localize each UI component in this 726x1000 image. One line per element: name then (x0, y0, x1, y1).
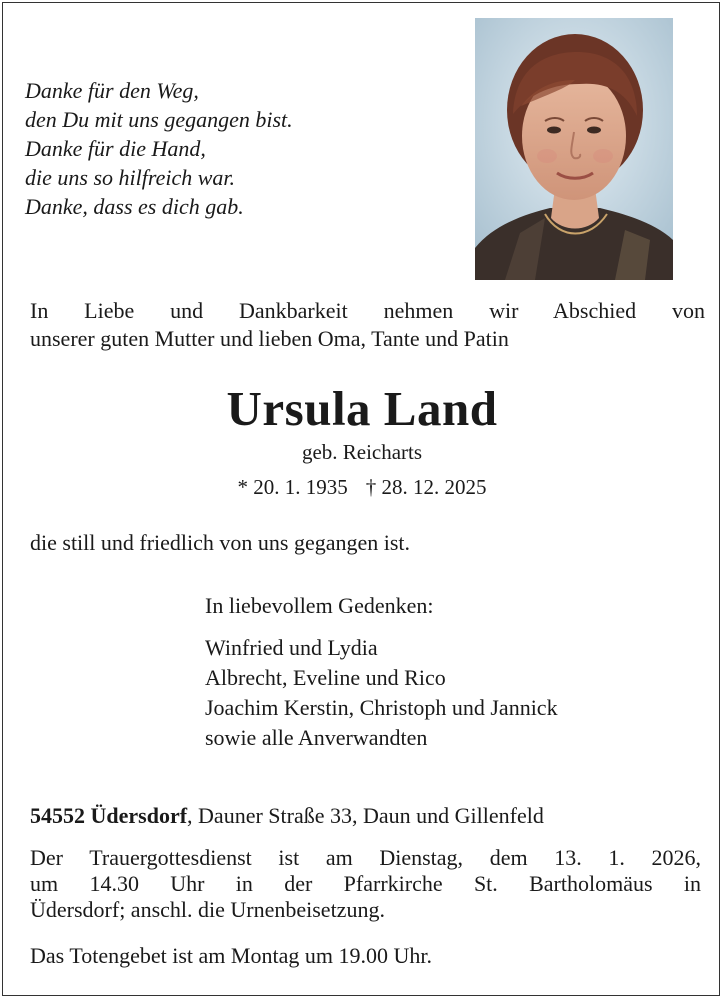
service-line: Üdersdorf; anschl. die Urnenbeisetzung. (30, 897, 385, 922)
poem-line: Danke, dass es dich gab. (25, 194, 244, 219)
death-date: † 28. 12. 2025 (365, 475, 487, 499)
portrait-photo (475, 18, 673, 280)
address-rest: , Dauner Straße 33, Daun und Gillenfeld (187, 803, 544, 828)
deceased-name: Ursula Land (226, 381, 498, 436)
service-line: um 14.30 Uhr in der Pfarrkirche St. Bartholomäus in (30, 871, 701, 896)
birth-date: * 20. 1. 1935 (237, 475, 348, 499)
mourner-entry: sowie alle Anverwandten (205, 725, 428, 750)
passed-text: die still und friedlich von uns gegangen ist. (30, 530, 411, 555)
poem (25, 76, 293, 221)
intro-text (30, 297, 705, 353)
funeral-service-info (30, 845, 701, 923)
address-place: 54552 Üdersdorf (30, 803, 188, 828)
poem-line: den Du mit uns gegangen bist. (25, 107, 293, 132)
prayer-info: Das Totengebet ist am Montag um 19.00 Uhr. (30, 943, 432, 968)
poem-line: die uns so hilfreich war. (25, 165, 236, 190)
mourner-entry: Winfried und Lydia (205, 635, 378, 660)
birth-name: geb. Reicharts (301, 440, 423, 464)
mourners-block (205, 591, 558, 753)
intro-line: unserer guten Mutter und lieben Oma, Tante und Patin (30, 326, 509, 351)
mourners-list (205, 633, 558, 753)
intro-line: In Liebe und Dankbarkeit nehmen wir Abschied von (30, 298, 705, 323)
service-line: Der Trauergottesdienst ist am Dienstag, dem 13. 1. 2026, (30, 845, 701, 870)
mourner-entry: Joachim Kerstin, Christoph und Jannick (205, 695, 558, 720)
life-dates (3, 475, 721, 500)
poem-line: Danke für die Hand, (25, 136, 206, 161)
mourner-entry: Albrecht, Eveline und Rico (205, 665, 446, 690)
mourners-heading: In liebevollem Gedenken: (205, 593, 434, 618)
family-address (30, 803, 544, 829)
obituary-notice (2, 2, 720, 996)
poem-line: Danke für den Weg, (25, 78, 199, 103)
